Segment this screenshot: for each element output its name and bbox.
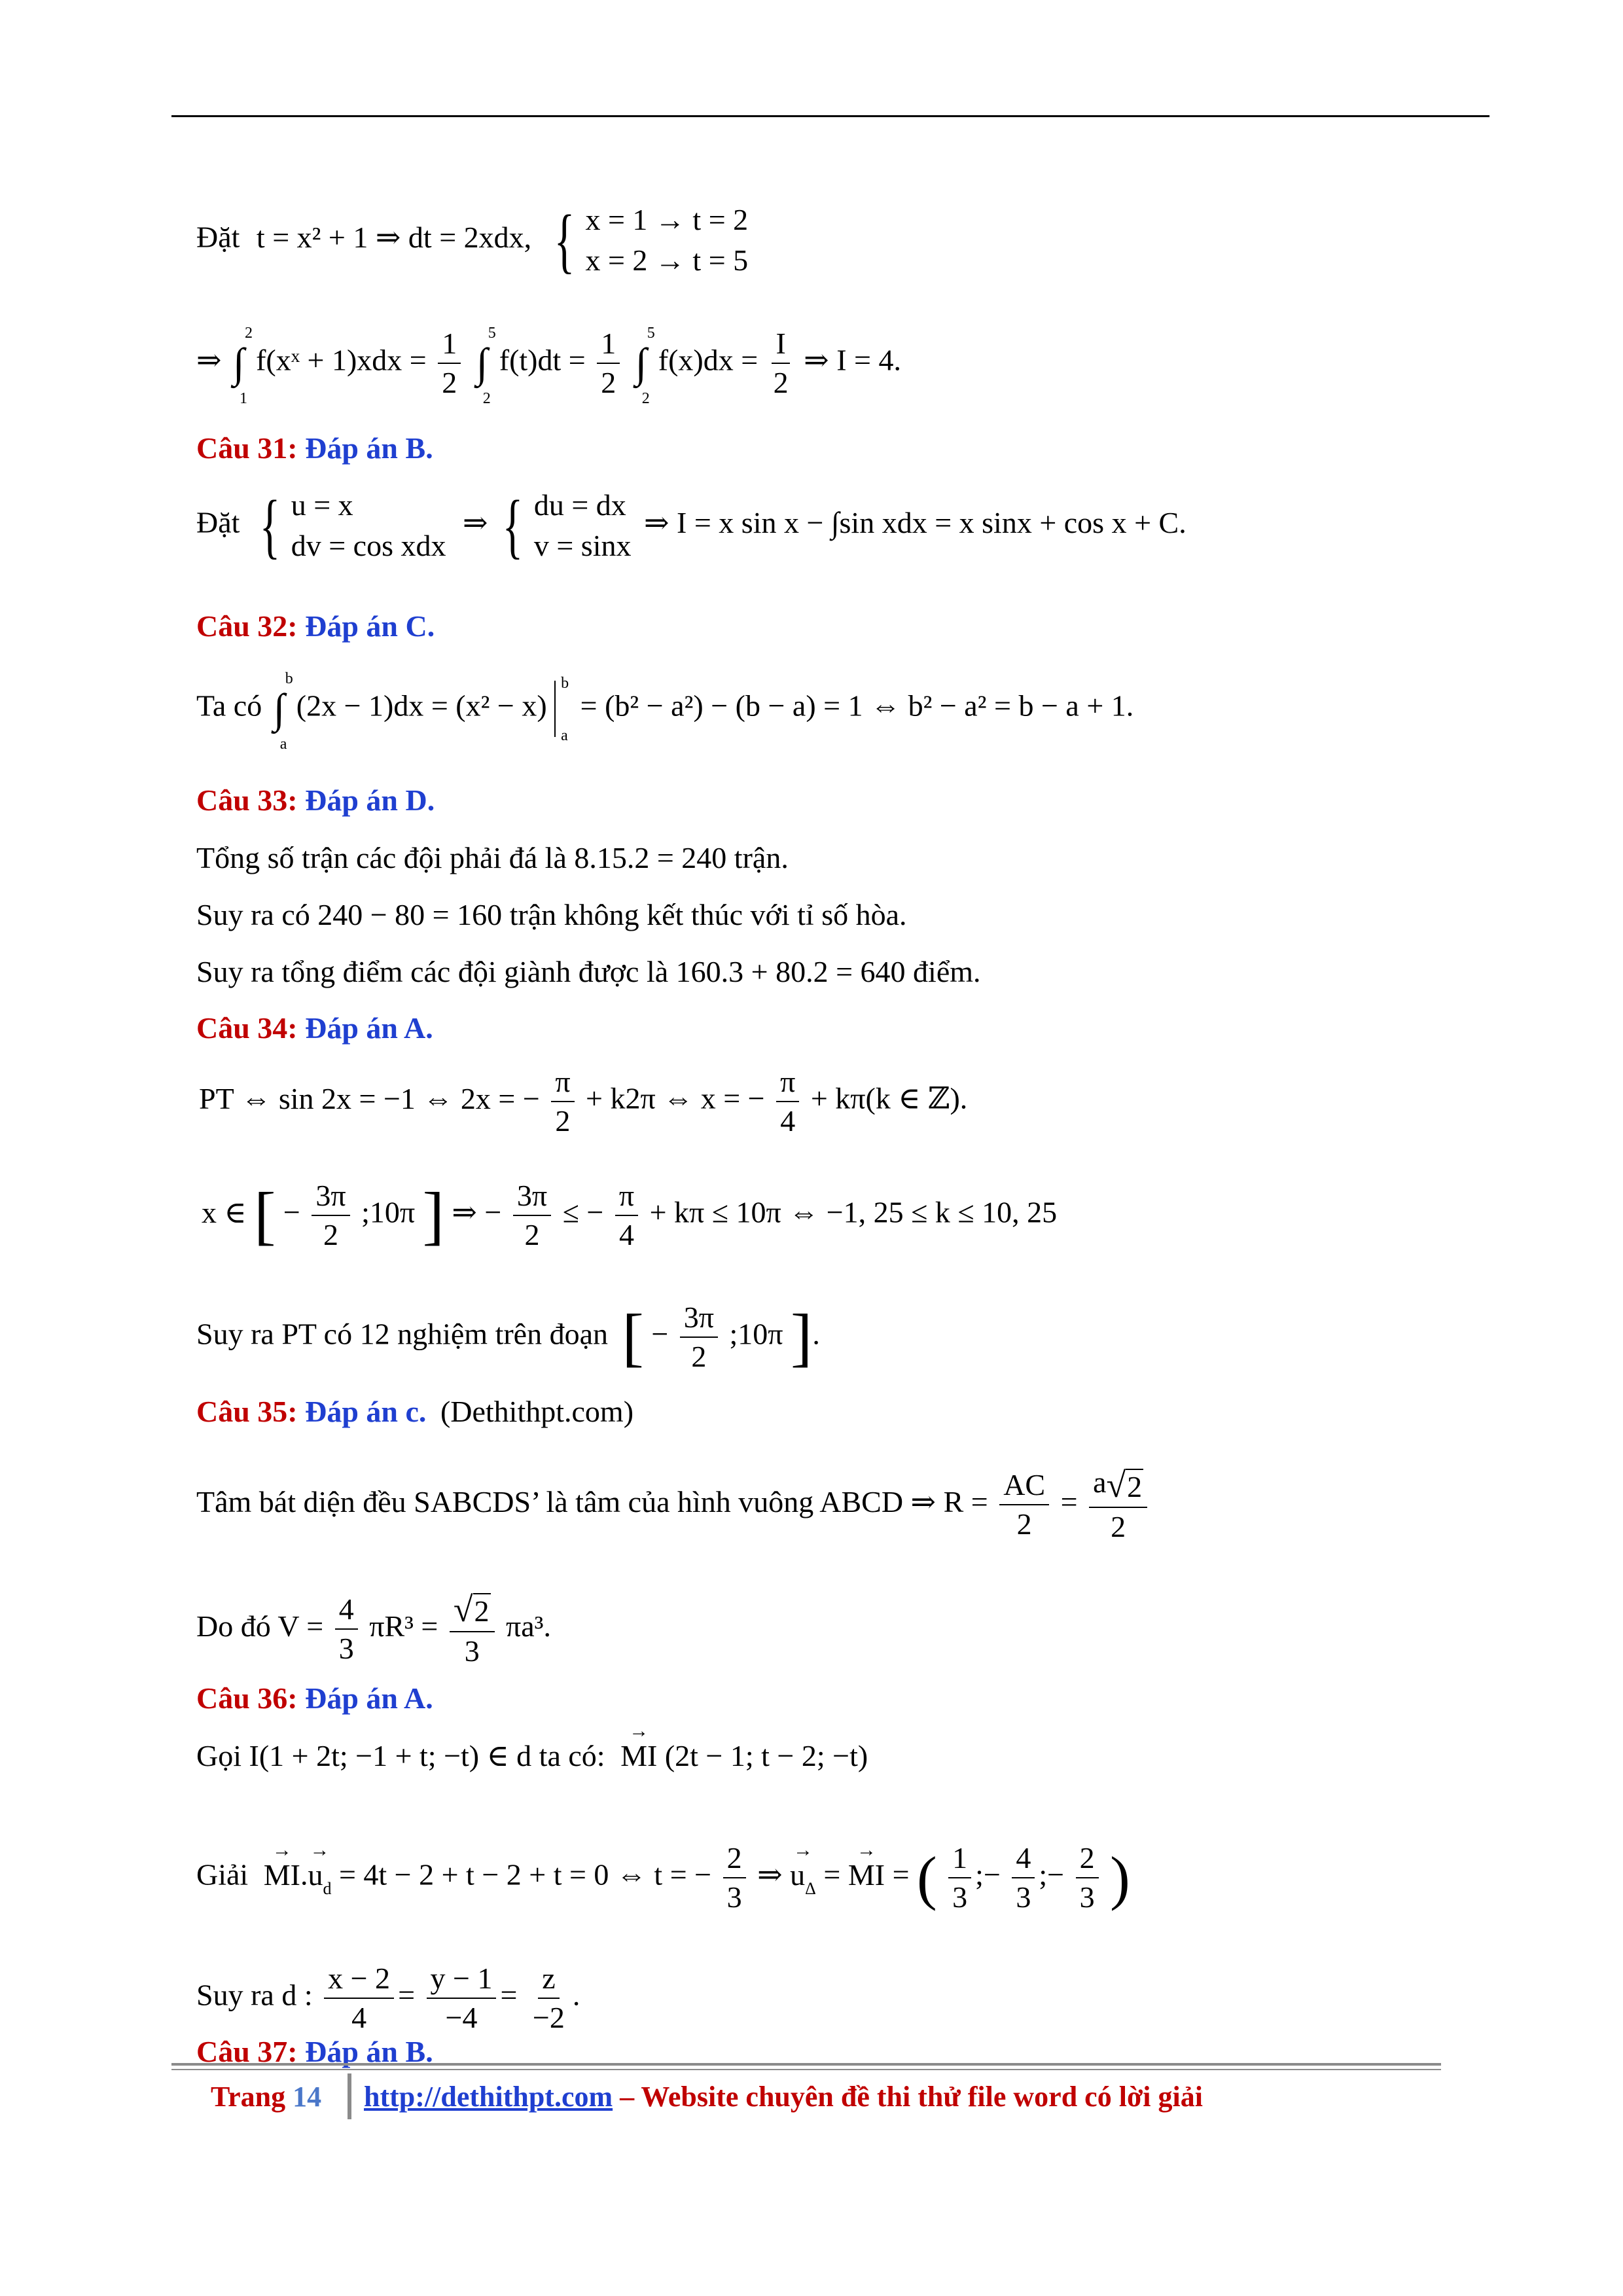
- denominator: 3: [952, 1880, 968, 1914]
- bracket-open: [: [254, 1179, 276, 1251]
- case-row: dv = cos xdx: [291, 529, 446, 562]
- header-rule: [171, 115, 1489, 117]
- question-34-heading: [196, 1013, 433, 1043]
- implies-symbol: ⇒: [196, 343, 222, 377]
- lower-limit: a: [561, 727, 568, 744]
- footer-tagline: [364, 2080, 1203, 2113]
- fraction: [723, 1843, 746, 1912]
- fraction: [1012, 1843, 1035, 1912]
- text-line: Suy ra có 240 − 80 = 160 trận không kết thúc với tỉ số hòa.: [196, 898, 907, 931]
- fraction: [438, 329, 461, 398]
- numerator: 1: [438, 329, 461, 364]
- text-line: Tổng số trận các đội phải đá là 8.15.2 = 240 trận.: [196, 841, 789, 874]
- fraction: [335, 1594, 358, 1664]
- page-number-value: 14: [293, 2081, 322, 2113]
- math-expr: t = x² + 1 ⇒ dt = 2xdx,: [256, 220, 532, 254]
- fraction: [770, 329, 793, 398]
- numerator: AC: [999, 1470, 1049, 1505]
- website-link[interactable]: http://dethithpt.com: [364, 2081, 613, 2113]
- footer-divider: [348, 2073, 351, 2119]
- answer-label: Đáp án C.: [305, 609, 435, 643]
- fraction: [450, 1592, 495, 1666]
- denominator: 2: [555, 1104, 571, 1138]
- case-row: du = dx: [533, 488, 626, 522]
- math-expr: = (b² − a²) − (b − a) = 1 ⇔ b² − a² = b − a + 1.: [580, 689, 1134, 723]
- math-expr: πa³.: [506, 1609, 551, 1643]
- text: Ta có: [196, 689, 262, 723]
- integral-symbol: ∫ 5 2: [635, 325, 655, 407]
- source-note: (Dethithpt.com): [440, 1395, 634, 1428]
- math-expr: ⇒ I = 4.: [804, 343, 901, 377]
- lower-limit: 2: [482, 390, 491, 407]
- answer-label: Đáp án A.: [305, 1011, 433, 1045]
- denominator: 4: [351, 2001, 367, 2034]
- implies-symbol: ⇒: [463, 505, 488, 539]
- subscript: Δ: [805, 1878, 816, 1898]
- conclusion-line: Suy ra PT có 12 nghiệm trên đoạn [ − $\frac{3\pi}{2}$ ;10π ].: [196, 1300, 820, 1373]
- vector: → MI: [620, 1741, 657, 1771]
- numerator: 2: [1076, 1843, 1099, 1878]
- case-brace: { u = x dv = cos xdx: [259, 486, 446, 565]
- numerator: 3π: [513, 1181, 551, 1216]
- denominator: 3: [338, 1632, 354, 1666]
- math-expr: ;10π: [361, 1195, 416, 1229]
- vector: [790, 1857, 816, 1898]
- math-expr: =: [823, 1857, 841, 1892]
- question-label: Câu 34:: [196, 1011, 298, 1045]
- numerator: 1: [597, 329, 620, 364]
- upper-limit: 5: [647, 325, 655, 342]
- text: Đặt: [196, 505, 240, 539]
- fraction: [427, 1964, 497, 2033]
- math-expr: Do đó V =: [196, 1609, 324, 1643]
- fraction: [1089, 1467, 1147, 1542]
- math-expr: ⇒ I = x sin x − ∫sin xdx = x sinx + cos x + C.: [643, 505, 1186, 539]
- denominator: 2: [524, 1218, 540, 1251]
- math-expr: =: [892, 1857, 910, 1892]
- line-equation: Suy ra d : $\frac{x - 2}{4}$ = $\frac{y - 1}{-4}$ = $\frac{z}{-2}$ .: [196, 1962, 580, 2034]
- math-expr: x ∈: [202, 1195, 247, 1229]
- case-row: x = 1 → t = 2: [585, 203, 749, 236]
- math-expr: + k2π ⇔ x = −: [586, 1081, 765, 1115]
- interval-line: x ∈ [ − $\frac{3\pi}{2}$ ;10π ] ⇒ − $\frac{3\pi}{2}$ ≤ − $\frac{\pi}{4}$ + kπ ≤ 10π ⇔ −1, 25 ≤ k ≤ 10, 25: [202, 1179, 1058, 1251]
- lower-limit: 1: [240, 390, 248, 407]
- math-expr: ;10π: [729, 1317, 783, 1351]
- math-expr: Tâm bát diện đều SABCDS’ là tâm của hình vuông ABCD ⇒ R =: [196, 1484, 988, 1518]
- math-expr: f(x)dx =: [658, 343, 758, 377]
- footer-rule: [171, 2063, 1441, 2066]
- bracket-close: ]: [422, 1179, 444, 1251]
- numerator: 4: [335, 1594, 358, 1630]
- denominator: −4: [445, 2001, 478, 2034]
- denominator: 4: [618, 1218, 634, 1251]
- lower-limit: a: [279, 736, 287, 753]
- math-expr: πR³ =: [369, 1609, 438, 1643]
- fraction: [513, 1181, 551, 1250]
- math-expr: Suy ra d :: [196, 1978, 313, 2012]
- radius-line: [196, 1467, 1151, 1542]
- math-expr: ⇒ −: [452, 1195, 502, 1229]
- denominator: 2: [442, 366, 457, 399]
- bracket-close: ]: [791, 1300, 813, 1373]
- integral-chain-line: [196, 325, 901, 407]
- numerator: π: [551, 1067, 574, 1102]
- numerator: 1: [948, 1843, 971, 1878]
- vector-symbol: u: [308, 1857, 323, 1892]
- radicand: 2: [1127, 1470, 1143, 1504]
- integral-eval-line: [196, 670, 1134, 753]
- fraction: [551, 1067, 574, 1136]
- fraction: [680, 1302, 718, 1372]
- fraction: [948, 1843, 971, 1912]
- denominator: 2: [601, 366, 616, 399]
- integral-symbol: ∫ 5 2: [476, 325, 496, 407]
- page-label: Trang: [211, 2081, 286, 2113]
- bracket-open: [: [622, 1300, 644, 1373]
- math-expr: (2x − 1)dx = (x² − x): [296, 689, 547, 723]
- denominator: 2: [773, 366, 789, 399]
- answer-label: Đáp án D.: [305, 783, 435, 817]
- vector: → MI: [264, 1860, 300, 1890]
- integral-symbol: ∫ b a: [273, 670, 293, 753]
- question-label: Câu 33:: [196, 783, 298, 817]
- math-expr: PT ⇔ sin 2x = −1 ⇔ 2x = −: [199, 1081, 540, 1115]
- question-label: Câu 37:: [196, 2035, 298, 2068]
- upper-limit: b: [285, 670, 293, 687]
- math-expr: ≤ −: [562, 1195, 604, 1229]
- fraction: [1076, 1843, 1099, 1912]
- denominator: 2: [691, 1340, 707, 1373]
- numerator: [450, 1592, 495, 1632]
- case-brace: { du = dx v = sinx: [502, 486, 632, 565]
- fraction: [529, 1964, 569, 2033]
- question-31-heading: [196, 433, 433, 463]
- math-expr: = 4t − 2 + t − 2 + t = 0 ⇔ t = −: [338, 1857, 712, 1892]
- case-row: u = x: [291, 488, 353, 522]
- integral-symbol: ∫ 2 1: [233, 325, 253, 407]
- question-label: Câu 36:: [196, 1681, 298, 1715]
- fraction: [312, 1181, 349, 1250]
- solve-line: Giải → $MI.\to u_d = 4t - 2 + t - 2 + t = 0$ ⇔ t = − $\frac{2}{3}$ ⇒ → $u_\Delta$ = → MI = ( $\frac{1}{3}$ ;− $\frac{4}{3}$ ;− $\frac{2}{3}$ ): [196, 1843, 1130, 1912]
- upper-limit: b: [561, 675, 569, 692]
- fraction: [324, 1964, 394, 2033]
- tagline-text: – Website chuyên đề thi thử file word có lời giải: [613, 2081, 1203, 2113]
- volume-line: [196, 1592, 551, 1666]
- numerator: 4: [1012, 1843, 1035, 1878]
- page-number: [211, 2080, 321, 2113]
- equation-line: [196, 1067, 967, 1136]
- denominator: 2: [323, 1218, 338, 1251]
- paren-close: ): [1110, 1844, 1130, 1911]
- coefficient: a: [1093, 1465, 1107, 1499]
- answer-label: Đáp án A.: [305, 1681, 433, 1715]
- math-expr: f(t)dt =: [499, 343, 586, 377]
- question-label: Câu 35:: [196, 1395, 298, 1428]
- case-brace: { x = 1 → t = 2 x = 2 → t = 5: [554, 200, 749, 280]
- numerator: π: [615, 1181, 638, 1216]
- denominator: 3: [1079, 1880, 1095, 1914]
- fraction: [615, 1181, 638, 1250]
- numerator: 3π: [680, 1302, 718, 1338]
- question-35-heading: [196, 1397, 633, 1427]
- numerator: x − 2: [324, 1964, 394, 1999]
- math-expr: + kπ ≤ 10π ⇔ −1, 25 ≤ k ≤ 10, 25: [649, 1195, 1058, 1229]
- fraction: [776, 1067, 799, 1136]
- math-expr: =: [1060, 1484, 1078, 1518]
- denominator: 2: [1111, 1510, 1126, 1544]
- paren-open: (: [917, 1844, 937, 1911]
- text-line: Suy ra tổng điểm các đội giành được là 160.3 + 80.2 = 640 điểm.: [196, 955, 981, 988]
- text: Đặt: [196, 220, 240, 254]
- evaluation-bar: [554, 675, 573, 744]
- radicand: 2: [474, 1594, 490, 1628]
- lower-limit: 2: [641, 390, 650, 407]
- answer-label: Đáp án B.: [305, 2035, 433, 2068]
- question-label: Câu 31:: [196, 431, 298, 465]
- fraction: [999, 1470, 1049, 1539]
- answer-label: Đáp án c.: [305, 1395, 427, 1428]
- math-expr: f(xˣ + 1)xdx =: [256, 343, 427, 377]
- square-root: √2: [453, 1590, 490, 1630]
- denominator: 3: [464, 1634, 480, 1668]
- upper-limit: 5: [488, 325, 496, 342]
- numerator: π: [776, 1067, 799, 1102]
- math-expr: + kπ(k ∈ ℤ).: [810, 1081, 968, 1115]
- vector-symbol: u: [790, 1857, 806, 1892]
- math-expr: ⇒: [757, 1857, 783, 1892]
- case-row: v = sinx: [533, 529, 632, 562]
- text: Giải: [196, 1857, 249, 1892]
- text: Suy ra PT có 12 nghiệm trên đoạn: [196, 1317, 608, 1351]
- math-expr: (2t − 1; t − 2; −t): [664, 1739, 868, 1772]
- numerator: z: [538, 1964, 559, 1999]
- question-36-heading: [196, 1683, 433, 1713]
- footer-rule-thin: [171, 2069, 1441, 2070]
- point-line: [196, 1741, 868, 1771]
- question-33-heading: [196, 785, 435, 816]
- numerator: [1089, 1467, 1147, 1508]
- answer-label: Đáp án B.: [305, 431, 433, 465]
- numerator: 3π: [312, 1181, 349, 1216]
- denominator: 4: [780, 1104, 796, 1138]
- numerator: 2: [723, 1843, 746, 1878]
- substitution-line: [196, 200, 749, 280]
- vector: → MI: [848, 1860, 885, 1890]
- case-row: x = 2 → t = 5: [585, 243, 749, 277]
- denominator: 3: [726, 1880, 742, 1914]
- denominator: −2: [532, 2001, 565, 2034]
- denominator: 3: [1016, 1880, 1031, 1914]
- subscript: d: [323, 1878, 332, 1898]
- vector: [308, 1857, 332, 1898]
- math-expr: Gọi I(1 + 2t; −1 + t; −t) ∈ d ta có:: [196, 1739, 605, 1772]
- question-32-heading: [196, 611, 435, 641]
- fraction: [597, 329, 620, 398]
- question-label: Câu 32:: [196, 609, 298, 643]
- numerator: y − 1: [427, 1964, 497, 1999]
- numerator: I: [772, 329, 789, 364]
- denominator: 2: [1016, 1507, 1032, 1541]
- parts-line: [196, 486, 1186, 565]
- upper-limit: 2: [245, 325, 253, 342]
- square-root: √2: [1106, 1465, 1143, 1505]
